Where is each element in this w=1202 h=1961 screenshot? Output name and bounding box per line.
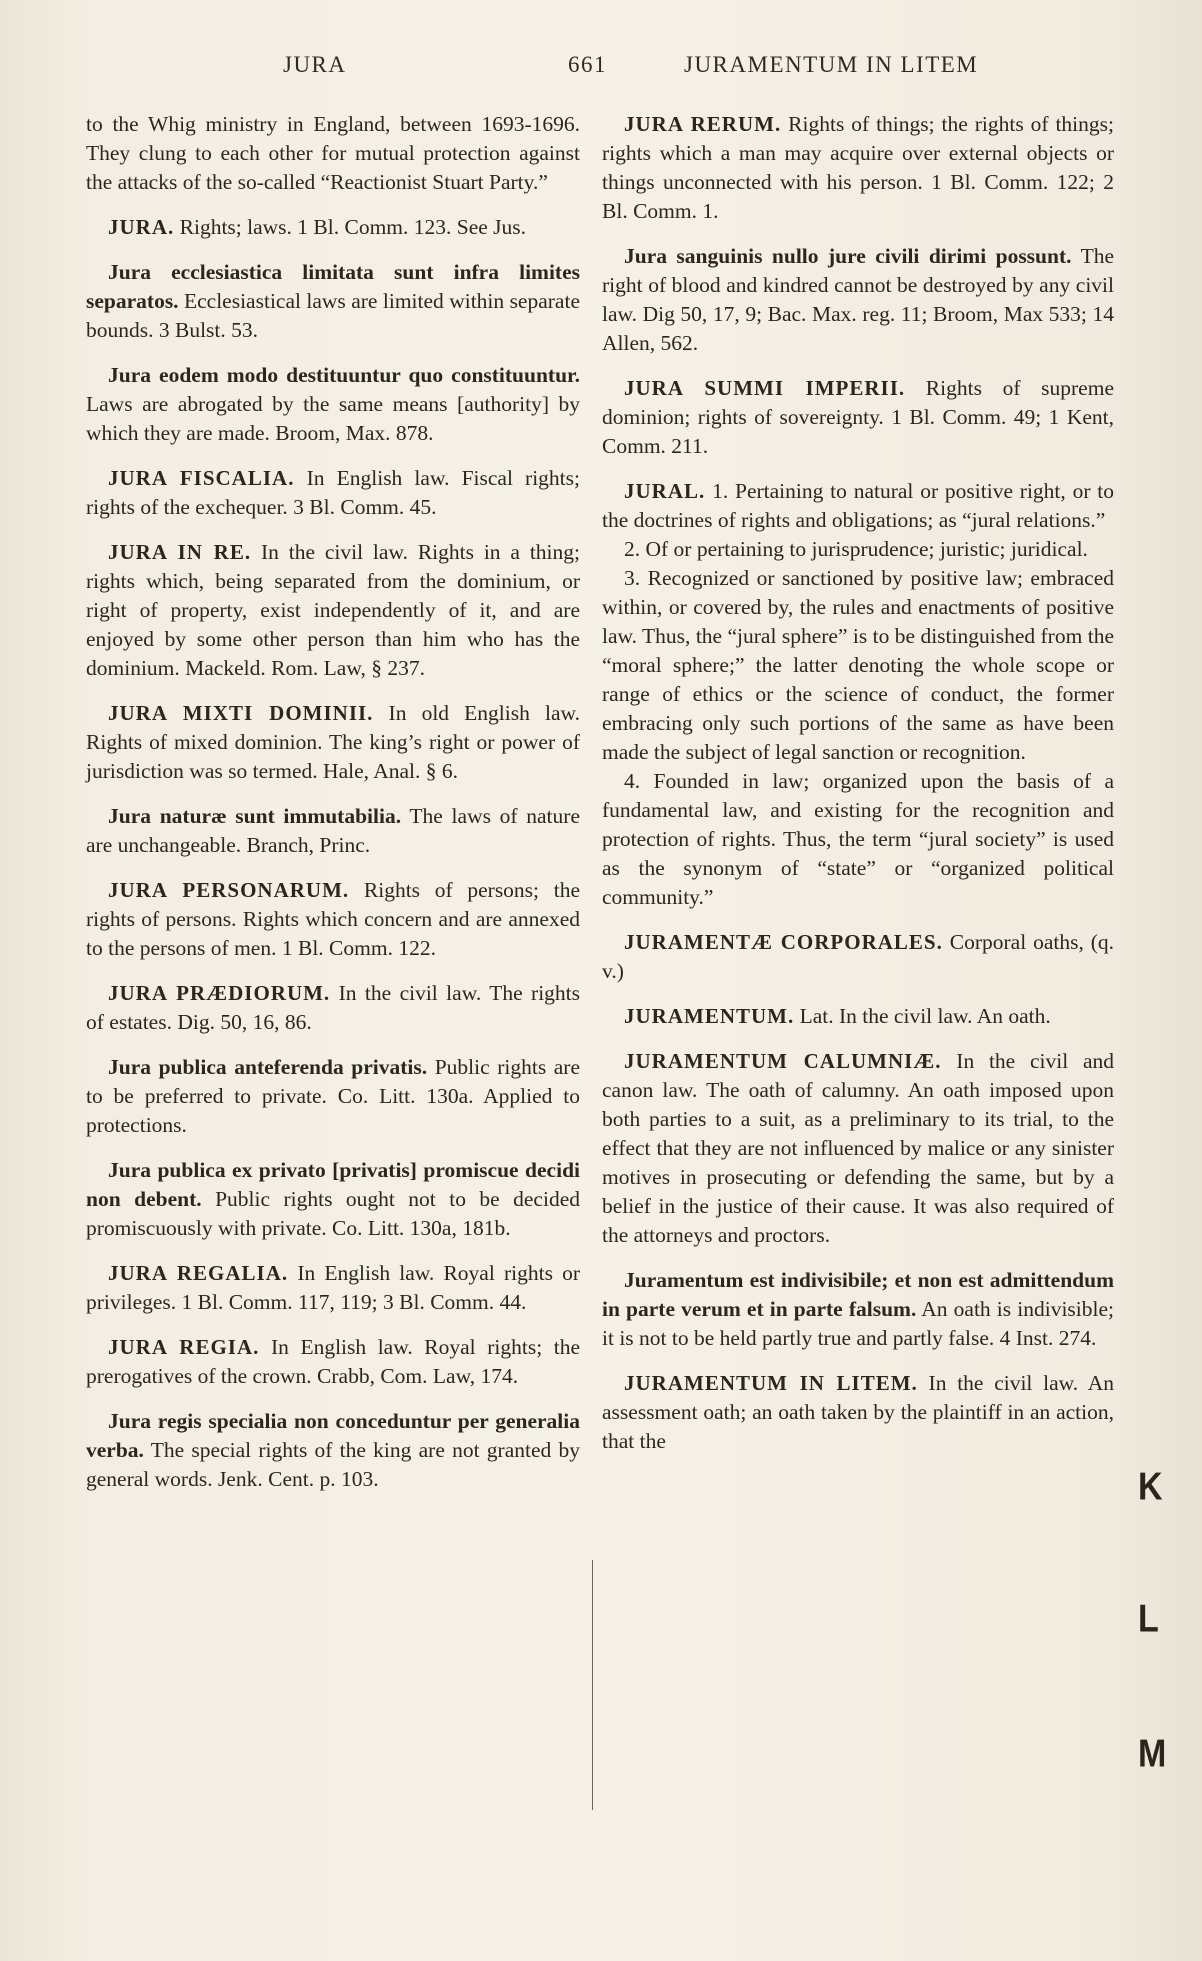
entry-sense-4: 4. Founded in law; organized upon the basis of a fundamental law, and existing for the recognition and protection of rights. Thus, the term “jural society” is used as the synonym of “state” or “organized political community.” — [602, 769, 1114, 909]
entry-text: Rights of persons; the rights of persons. Rights which concern and are annexed to the persons of men. 1 Bl. Comm. 122. — [86, 878, 580, 960]
entry-text: to the Whig ministry in England, between 1693-1696. They clung to each other for mutual protection against the attacks of the so-called “Reactionist Stuart Party.” — [86, 112, 580, 194]
entry-jura-personarum — [86, 876, 580, 963]
entry-headword: JURAMENTUM CALUMNIÆ. — [624, 1049, 942, 1073]
entry-headword: Jura publica ex privato [privatis] promiscue decidi non debent. — [86, 1158, 580, 1211]
entry-jura-publica-anteferenda — [86, 1053, 580, 1140]
entry-jura-eodem — [86, 361, 580, 448]
entry-text: In English law. Royal rights; the prerogatives of the crown. Crabb, Com. Law, 174. — [86, 1335, 581, 1388]
entry-juramentae-corporales — [602, 928, 1114, 986]
entry-headword: Jura naturæ sunt immutabilia. — [108, 804, 402, 828]
entry-headword: Jura ecclesiastica limitata sunt infra limites separatos. — [86, 260, 580, 313]
entry-headword: JURA FISCALIA. — [108, 466, 295, 490]
entry-text: In the civil law. Rights in a thing; rights which, being separated from the dominium, or right of property, exist independently of it, and are enjoyed by some other person than him who has the dominium. Mackeld. Rom. Law, § 237. — [86, 540, 580, 680]
entry-text: In old English law. Rights of mixed dominion. The king’s right or power of jurisdiction was so termed. Hale, Anal. § 6. — [86, 701, 580, 783]
entry-jura-sanguinis — [602, 242, 1114, 358]
entry-jura — [86, 213, 580, 242]
entry-jura-naturae — [86, 802, 580, 860]
entry-headword: JURAL. — [624, 479, 706, 503]
entry-headword: JURA REGALIA. — [108, 1261, 289, 1285]
entry-text: The special rights of the king are not granted by general words. Jenk. Cent. p. 103. — [86, 1438, 580, 1491]
entry-headword: Jura regis specialia non conceduntur per generalia verba. — [86, 1409, 580, 1462]
entry-text: The laws of nature are unchangeable. Branch, Princ. — [86, 804, 580, 857]
entry-headword: JURA PRÆDIORUM. — [108, 981, 331, 1005]
thumb-index-tab-k: K — [1138, 1465, 1163, 1509]
entry-juramentum-calumniae — [602, 1047, 1114, 1250]
entry-juramentum-indivisibile — [602, 1266, 1114, 1353]
entry-continuation — [86, 110, 580, 197]
entry-text: An oath is indivisible; it is not to be held partly true and partly false. 4 Inst. 274. — [602, 1297, 1114, 1350]
entry-headword: JURA PERSONARUM. — [108, 878, 350, 902]
entry-headword: JURA RERUM. — [624, 112, 782, 136]
thumb-index-tab-m: M — [1138, 1732, 1167, 1776]
page-number: 661 — [568, 52, 607, 77]
entry-headword: Jura publica anteferenda privatis. — [108, 1055, 428, 1079]
entry-text: Public rights are to be preferred to private. Co. Litt. 130a. Applied to protections. — [86, 1055, 581, 1137]
entry-jural — [602, 477, 1114, 912]
entry-text: Public rights ought not to be decided promiscuously with private. Co. Litt. 130a, 181b. — [86, 1187, 580, 1240]
entry-jura-ecclesiastica — [86, 258, 580, 345]
entry-juramentum-in-litem — [602, 1369, 1114, 1456]
entry-text: Rights of supreme dominion; rights of sovereignty. 1 Bl. Comm. 49; 1 Kent, Comm. 211. — [602, 376, 1114, 458]
entry-headword: JURAMENTUM. — [624, 1004, 795, 1028]
running-head-left: JURA — [283, 52, 347, 77]
entry-text: In English law. Fiscal rights; rights of the exchequer. 3 Bl. Comm. 45. — [86, 466, 580, 519]
entry-jura-rerum — [602, 110, 1114, 226]
entry-jura-summi-imperii — [602, 374, 1114, 461]
thumb-index-tab-l: L — [1138, 1597, 1159, 1641]
entry-headword: JURA. — [108, 215, 175, 239]
entry-jura-publica-ex-privato — [86, 1156, 580, 1243]
entry-sense-2: 2. Of or pertaining to jurisprudence; juristic; juridical. — [624, 537, 1088, 561]
entry-text: In the civil law. The rights of estates. Dig. 50, 16, 86. — [86, 981, 581, 1034]
column-divider — [592, 1560, 593, 1810]
entry-text: 1. Pertaining to natural or positive right, or to the doctrines of rights and obligations; as “jural relations.” — [602, 479, 1114, 532]
entry-text: Ecclesiastical laws are limited within separate bounds. 3 Bulst. 53. — [86, 289, 580, 342]
entry-jura-regia — [86, 1333, 580, 1391]
entry-headword: JURA SUMMI IMPERII. — [624, 376, 906, 400]
entry-headword: JURAMENTÆ CORPORALES. — [624, 930, 943, 954]
entry-jura-in-re — [86, 538, 580, 683]
entry-text: In the civil and canon law. The oath of calumny. An oath imposed upon both parties to a suit, as a preliminary to its trial, to the effect that they are not influenced by malice or any sinister motives in prosecuting or defending the same, but by a belief in the justice of their cause. It was also required of the attorneys and proctors. — [602, 1049, 1114, 1247]
right-column — [602, 110, 1114, 1456]
entry-juramentum — [602, 1002, 1114, 1031]
entry-jura-regalia — [86, 1259, 580, 1317]
entry-text: In the civil law. An assessment oath; an oath taken by the plaintiff in an action, that the — [602, 1371, 1114, 1453]
entry-jura-mixti-dominii — [86, 699, 580, 786]
entry-text: In English law. Royal rights or privileges. 1 Bl. Comm. 117, 119; 3 Bl. Comm. 44. — [86, 1261, 581, 1314]
entry-headword: Jura sanguinis nullo jure civili dirimi possunt. — [624, 244, 1072, 268]
entry-headword: JURAMENTUM IN LITEM. — [624, 1371, 918, 1395]
entry-headword: JURA REGIA. — [108, 1335, 260, 1359]
entry-headword: JURA MIXTI DOMINII. — [108, 701, 374, 725]
entry-headword: JURA IN RE. — [108, 540, 252, 564]
entry-text: Rights; laws. 1 Bl. Comm. 123. See Jus. — [179, 215, 527, 239]
entry-jura-regis-specialia — [86, 1407, 580, 1494]
entry-text: Corporal oaths, (q. v.) — [602, 930, 1115, 983]
entry-jura-praediorum — [86, 979, 580, 1037]
entry-text: Laws are abrogated by the same means [authority] by which they are made. Broom, Max. 878. — [86, 392, 580, 445]
entry-sense-3: 3. Recognized or sanctioned by positive law; embraced within, or covered by, the rules and enactments of positive law. Thus, the “jural sphere” is to be distinguished from the “moral sphere;” the latter denoting the whole scope or range of ethics or the science of conduct, the former embracing only such portions of the same as have been made the subject of legal sanction or recognition. — [602, 566, 1114, 764]
entry-headword: Jura eodem modo destituuntur quo constituuntur. — [108, 363, 580, 387]
entry-text: The right of blood and kindred cannot be destroyed by any civil law. Dig 50, 17, 9; Bac. Max. reg. 11; Broom, Max 533; 14 Allen, 562. — [602, 244, 1114, 355]
entry-jura-fiscalia — [86, 464, 580, 522]
running-head-right: JURAMENTUM IN LITEM — [684, 52, 979, 77]
left-column — [86, 110, 580, 1494]
entry-headword: Juramentum est indivisibile; et non est admittendum in parte verum et in parte falsum. — [602, 1268, 1114, 1321]
entry-text: Rights of things; the rights of things; rights which a man may acquire over external objects or things unconnected with his person. 1 Bl. Comm. 122; 2 Bl. Comm. 1. — [602, 112, 1114, 223]
entry-text: Lat. In the civil law. An oath. — [799, 1004, 1051, 1028]
